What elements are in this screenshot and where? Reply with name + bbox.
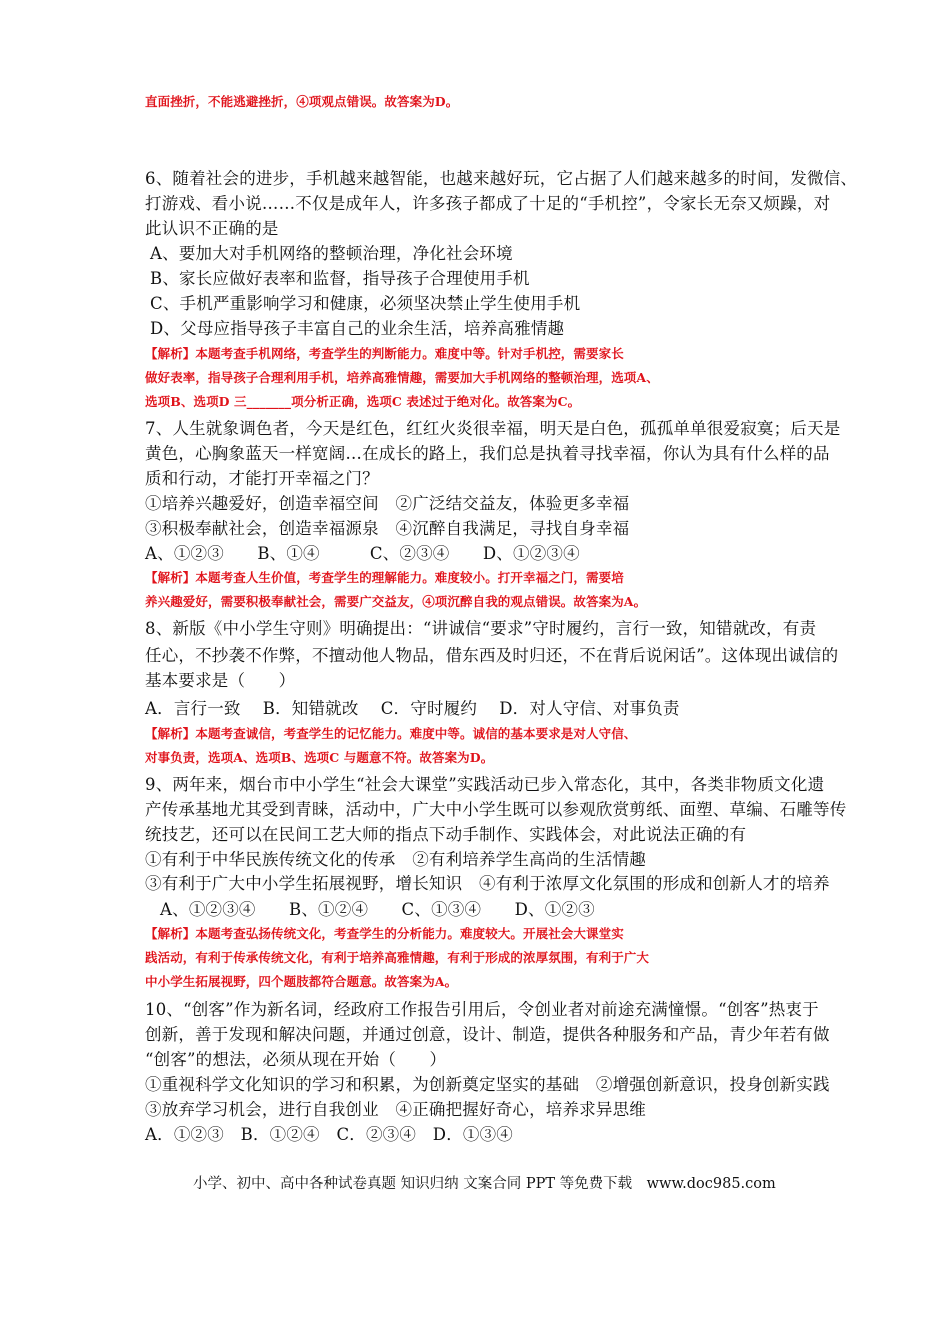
- question-10-stem: 创新，善于发现和解决问题，并通过创意，设计、制造，提供各种服务和产品，青少年若有做: [145, 1025, 830, 1044]
- question-6-stem: 6、随着社会的进步，手机越来越智能，也越来越好玩，它占据了人们越来越多的时间，发微信、: [145, 169, 858, 188]
- question-9-explanation: 中小学生拓展视野，四个题肢都符合题意。故答案为A。: [145, 974, 458, 989]
- question-8-stem: 8、新版《中小学生守则》明确提出：“讲诚信“要求”守时履约，言行一致，知错就改，有责: [145, 619, 817, 638]
- question-8-options: A．言行一致 B．知错就改 C．守时履约 D．对人守信、对事负责: [145, 699, 680, 718]
- question-6-stem: 打游戏、看小说……不仅是成年人，许多孩子都成了十足的“手机控”，令家长无奈又烦躁，对: [145, 194, 831, 213]
- question-7-options: A、①②③ B、①④ C、②③④ D、①②③④: [145, 544, 580, 563]
- question-10-options: A．①②③ B．①②④ C．②③④ D．①③④: [145, 1125, 513, 1144]
- question-6-explanation: 【解析】本题考查手机网络，考查学生的判断能力。难度中等。针对手机控，需要家长: [145, 346, 624, 361]
- question-7-explanation: 养兴趣爱好，需要积极奉献社会，需要广交益友，④项沉醉自我的观点错误。故答案为A。: [145, 594, 647, 609]
- page-footer: 小学、初中、高中各种试卷真题 知识归纳 文案合同 PPT 等免费下载 www.doc985.com: [193, 1176, 776, 1192]
- question-9-stem: 9、两年来，烟台市中小学生“社会大课堂”实践活动已步入常态化，其中，各类非物质文化遗: [145, 775, 825, 794]
- question-10-stem: 10、“创客”作为新名词，经政府工作报告引用后，令创业者对前途充满憧憬。“创客”热衷于: [145, 1000, 819, 1019]
- question-8-stem: 基本要求是（ ）: [145, 671, 296, 690]
- question-7-stem: 质和行动，才能打开幸福之门？: [145, 469, 379, 488]
- question-6-option-b: B、家长应做好表率和监督，指导孩子合理使用手机: [150, 269, 530, 288]
- question-10-statements: ①重视科学文化知识的学习和积累，为创新奠定坚实的基础 ②增强创新意识，投身创新实践: [145, 1075, 830, 1094]
- question-7-explanation: 【解析】本题考查人生价值，考查学生的理解能力。难度较小。打开幸福之门，需要培: [145, 570, 624, 585]
- question-9-statements: ③有利于广大中小学生拓展视野，增长知识 ④有利于浓厚文化氛围的形成和创新人才的培养: [145, 874, 830, 893]
- question-7-stem: 7、人生就象调色者，今天是红色，红红火炎很幸福，明天是白色，孤孤单单很爱寂寞；后天是: [145, 419, 841, 438]
- question-8-explanation: 对事负责，选项A、选项B、选项C 与题意不符。故答案为D。: [145, 750, 494, 765]
- question-7-stem: 黄色，心胸象蓝天一样宽阔…在成长的路上，我们总是执着寻找幸福，你认为具有什么样的品: [145, 444, 830, 463]
- question-10-stem: “创客”的想法，必须从现在开始（ ）: [145, 1050, 447, 1069]
- question-7-statements: ①培养兴趣爱好，创造幸福空间 ②广泛结交益友，体验更多幸福: [145, 494, 630, 513]
- question-9-explanation: 践活动，有利于传承传统文化，有利于培养高雅情趣，有利于形成的浓厚氛围，有利于广大: [145, 950, 650, 965]
- question-6-explanation: 选项B、选项D 三_______项分析正确，选项C 表述过于绝对化。故答案为C。: [145, 394, 581, 409]
- question-6-option-d: D、父母应指导孩子丰富自己的业余生活，培养高雅情趣: [150, 319, 565, 338]
- question-7-statements: ③积极奉献社会，创造幸福源泉 ④沉醉自我满足，寻找自身幸福: [145, 519, 630, 538]
- question-10-statements: ③放弃学习机会，进行自我创业 ④正确把握好奇心，培养求异思维: [145, 1100, 646, 1119]
- question-9-statements: ①有利于中华民族传统文化的传承 ②有利培养学生高尚的生活情趣: [145, 850, 646, 869]
- question-8-explanation: 【解析】本题考查诚信，考查学生的记忆能力。难度中等。诚信的基本要求是对人守信、: [145, 726, 637, 741]
- question-6-option-a: A、要加大对手机网络的整顿治理，净化社会环境: [150, 244, 513, 263]
- question-9-explanation: 【解析】本题考查弘扬传统文化，考查学生的分析能力。难度较大。开展社会大课堂实: [145, 926, 624, 941]
- question-9-stem: 产传承基地尤其受到青睐，活动中，广大中小学生既可以参观欣赏剪纸、面塑、草编、石雕等传: [145, 800, 847, 819]
- question-9-options: A、①②③④ B、①②④ C、①③④ D、①②③: [160, 900, 595, 919]
- question-6-explanation: 做好表率，指导孩子合理利用手机，培养高雅情趣，需要加大手机网络的整顿治理，选项A、: [145, 370, 659, 385]
- question-9-stem: 统技艺，还可以在民间工艺大师的指点下动手制作、实践体会，对此说法正确的有: [145, 825, 747, 844]
- answer-explanation-line: 直面挫折，不能逃避挫折，④项观点错误。故答案为D。: [145, 94, 459, 109]
- question-8-stem: 任心，不抄袭不作弊，不擅动他人物品，借东西及时归还，不在背后说闲话”。这体现出诚信的: [145, 646, 839, 665]
- question-6-option-c: C、手机严重影响学习和健康，必须坚决禁止学生使用手机: [150, 294, 581, 313]
- question-6-stem: 此认识不正确的是: [145, 219, 279, 238]
